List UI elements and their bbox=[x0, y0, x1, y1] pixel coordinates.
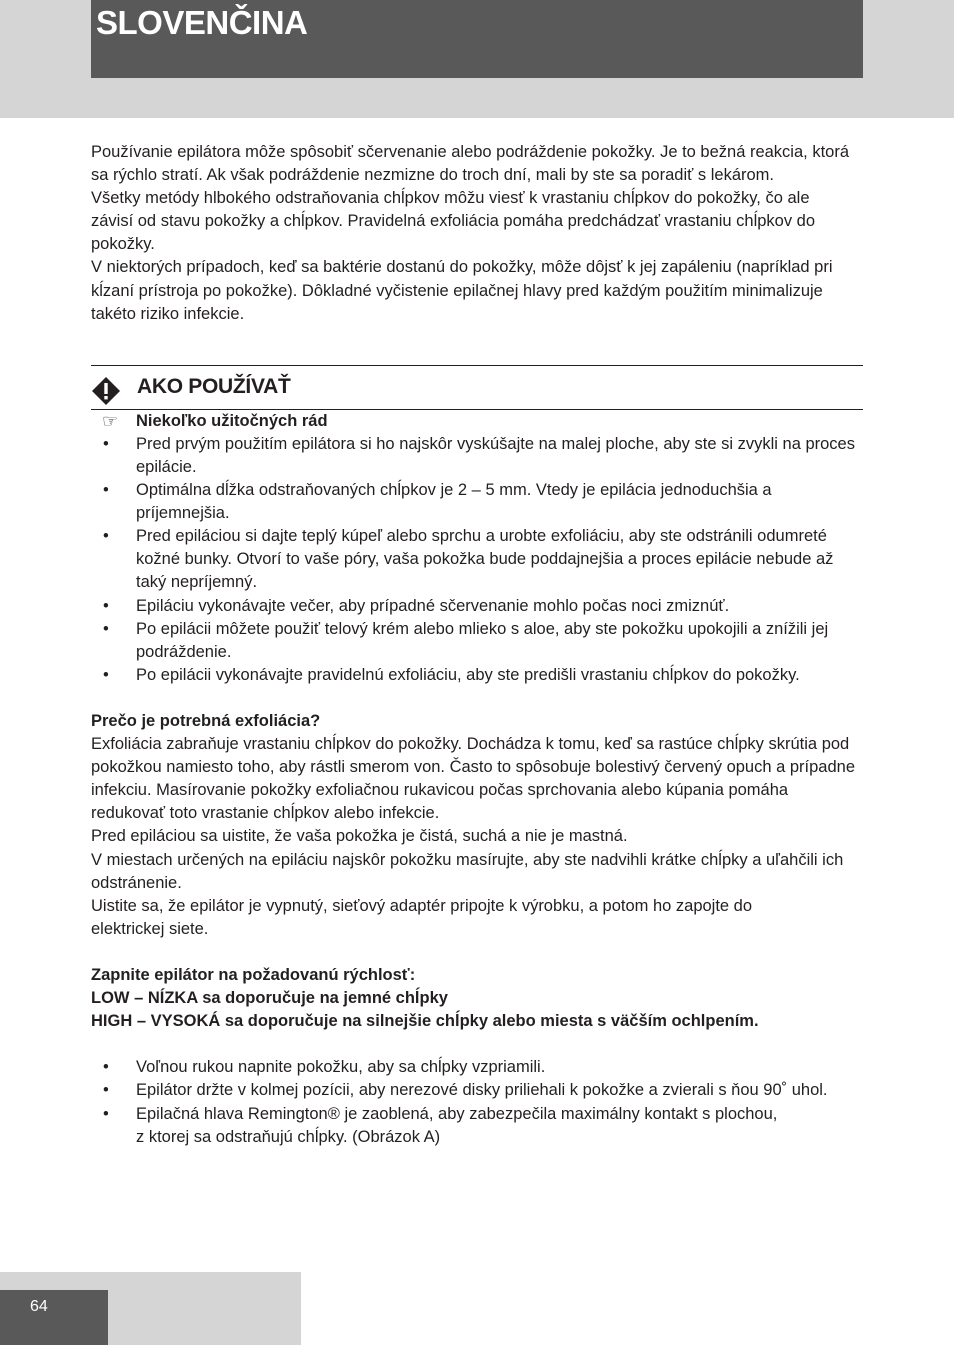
language-title: SLOVENČINA bbox=[96, 4, 308, 41]
section-header bbox=[91, 365, 863, 410]
list-item: • Voľnou rukou napnite pokožku, aby sa chĺpky vzpriamili. bbox=[91, 1056, 863, 1079]
tips-heading: Niekoľko užitočných rád bbox=[136, 411, 328, 430]
list-item: • Po epilácii môžete použiť telový krém alebo mlieko s aloe, aby ste pokožku upokojili a znížili jej podráždenie. bbox=[91, 618, 863, 664]
intro-paragraph: Všetky metódy hlbokého odstraňovania chĺpkov môžu viesť k vrastaniu chĺpkov do pokožky, čo ale závisí od stavu pokožky a chĺpkov. Pravidelná exfoliácia pomáha predchádzať vrastaniu chĺpkov do pokožky. bbox=[91, 189, 816, 254]
section-title: AKO POUŽÍVAŤ bbox=[137, 374, 291, 398]
header-title-box bbox=[91, 0, 863, 78]
page-number-box bbox=[0, 1290, 108, 1345]
pointing-hand-icon: ☞ bbox=[102, 410, 119, 431]
exfoliation-heading: Prečo je potrebná exfoliácia? bbox=[91, 711, 321, 730]
steps-list bbox=[91, 1056, 863, 1148]
warning-icon bbox=[91, 376, 121, 406]
tips-heading-line bbox=[91, 410, 863, 433]
intro-paragraph: V niektorých prípadoch, keď sa baktérie dostanú do pokožky, môže dôjsť k jej zapáleniu (napríklad pri kĺzaní prístroja po pokožke). Dôkladné vyčistenie epilačnej hlavy pred každým použitím minimalizuje takéto riziko infekcie. bbox=[91, 258, 833, 323]
intro-paragraph: Používanie epilátora môže spôsobiť sčervenanie alebo podráždenie pokožky. Je to bežná reakcia, ktorá sa rýchlo stratí. Ak však podráždenie nezmizne do troch dní, mali by ste sa poradiť s lekárom. bbox=[91, 143, 850, 185]
exfoliation-paragraph: Pred epiláciou sa uistite, že vaša pokožka je čistá, suchá a nie je mastná. bbox=[91, 827, 628, 846]
exfoliation-paragraph: V miestach určených na epiláciu najskôr pokožku masírujte, aby ste nadvihli krátke chĺpky a uľahčili ich odstránenie. bbox=[91, 850, 844, 892]
list-item: • Epilátor držte v kolmej pozícii, aby nerezové disky priliehali k pokožke a zvierali s ňou 90˚ uhol. bbox=[91, 1079, 863, 1102]
list-item: • Epiláciu vykonávajte večer, aby prípadné sčervenanie mohlo počas noci zmiznúť. bbox=[91, 595, 863, 618]
speed-line: Zapnite epilátor na požadovanú rýchlosť: bbox=[91, 966, 416, 984]
speed-line: HIGH – VYSOKÁ sa doporučuje na silnejšie chĺpky alebo miesta s väčším ochlpením. bbox=[91, 1012, 759, 1031]
speed-line: LOW – NÍZKA sa doporučuje na jemné chĺpky bbox=[91, 989, 448, 1008]
page-content bbox=[91, 141, 863, 1149]
list-item: • Epilačná hlava Remington® je zaoblená, aby zabezpečila maximálny kontakt s plochou, z ktorej sa odstraňujú chĺpky. (Obrázok A) bbox=[91, 1103, 786, 1149]
list-item: • Pred prvým použitím epilátora si ho najskôr vyskúšajte na malej ploche, aby ste si zvykli na proces epilácie. bbox=[91, 433, 863, 479]
list-item: • Po epilácii vykonávajte pravidelnú exfoliáciu, aby ste predišli vrastaniu chĺpkov do pokožky. bbox=[91, 664, 863, 687]
list-item: • Optimálna dĺžka odstraňovaných chĺpkov je 2 – 5 mm. Vtedy je epilácia jednoduchšia a príjemnejšia. bbox=[91, 479, 863, 525]
page-number: 64 bbox=[30, 1298, 48, 1315]
exfoliation-paragraph: Exfoliácia zabraňuje vrastaniu chĺpkov do pokožky. Dochádza k tomu, keď sa rastúce chĺpky skrútia pod pokožkou namiesto toho, aby rástli smerom von. Často to spôsobuje bolestivý červený opuch a prípadne infekciu. Masírovanie pokožky exfoliačnou rukavicou počas sprchovania alebo kúpania pomáha redukovať toto vrastanie chĺpkov alebo infekcie. bbox=[91, 735, 856, 823]
exfoliation-paragraph: Uistite sa, že epilátor je vypnutý, sieťový adaptér pripojte k výrobku, a potom ho zapojte do elektrickej siete. bbox=[91, 896, 753, 938]
list-item: • Pred epiláciou si dajte teplý kúpeľ alebo sprchu a urobte exfoliáciu, aby ste odstránili odumreté kožné bunky. Otvorí to vaše póry, vaša pokožka bude poddajnejšia a proces epilácie nebude až taký nepríjemný. bbox=[91, 525, 863, 594]
tips-list bbox=[91, 433, 863, 687]
